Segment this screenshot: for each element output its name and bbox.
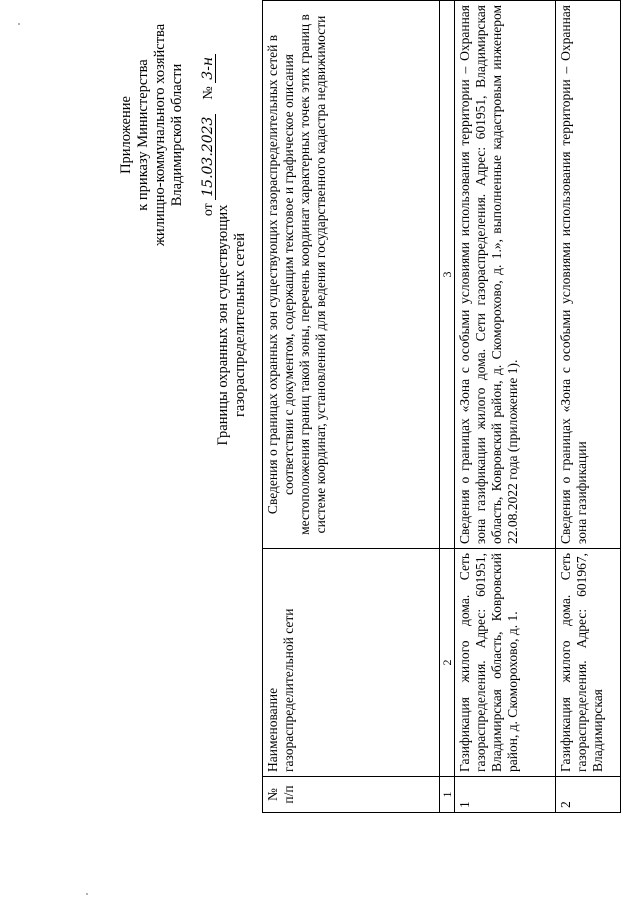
row-zone-info: Сведения о границах «Зона с особыми условиями использования территории – Охранная зона газификации жилого дома. Сети газораспределения. Адрес: 601951, Владимирская область, Ковровский район, д. Скоморохово, д. 1.», выполненные кадастровым инженером 22.08.2022 года (приложение 1). [455, 1, 556, 549]
document-title [215, 175, 249, 475]
row-number: 1 [455, 777, 556, 813]
annex-block [118, 10, 217, 260]
scan-speck [18, 23, 20, 25]
header-zone-info: Сведения о границах охранных зон существующих газораспределительных сетей в соответствии с документом, содержащим текстовое и графическое описания местоположения границ такой зоны, перечень координат характерных точек этих границ в системе координат, установленной для ведения государственного кадастра недвижимости [263, 1, 440, 549]
column-number-2: 2 [440, 549, 455, 777]
handwritten-number: 3-н [201, 54, 216, 83]
column-number-3: 3 [440, 1, 455, 549]
row-network-name: Газификация жилого дома. Сеть газораспределения. Адрес: 601951, Владимирская область, Ковровский район, д. Скоморохово, д. 1. [455, 549, 556, 777]
annex-line-3: жилищно-коммунального хозяйства [152, 23, 168, 247]
handwritten-date: 15.03.2023 [201, 114, 216, 200]
number-prefix: № [201, 86, 216, 100]
row-zone-info: Сведения о границах «Зона с особыми условиями использования территории – Охранная зона газификации [556, 1, 621, 549]
annex-heading: Приложение [118, 96, 134, 174]
table-header-row [263, 1, 440, 813]
table-row [455, 1, 556, 813]
annex-line-2: к приказу Министерства [135, 59, 151, 211]
table-row [556, 1, 621, 813]
column-number-row [440, 1, 455, 813]
title-line-2: газораспределительных сетей [232, 232, 248, 418]
header-network-name: Наименование газораспределительной сети [263, 549, 440, 777]
annex-line-4: Владимирской области [169, 63, 185, 207]
row-network-name: Газификация жилого дома. Сеть газораспределения. Адрес: 601967, Владимирская [556, 549, 621, 777]
protected-zones-table [262, 0, 621, 813]
row-number: 2 [556, 777, 621, 813]
title-line-1: Границы охранных зон существующих [215, 204, 231, 446]
scan-speck [86, 893, 88, 895]
header-number: № п/п [263, 777, 440, 813]
column-number-1: 1 [440, 777, 455, 813]
date-prefix: от [201, 203, 216, 217]
